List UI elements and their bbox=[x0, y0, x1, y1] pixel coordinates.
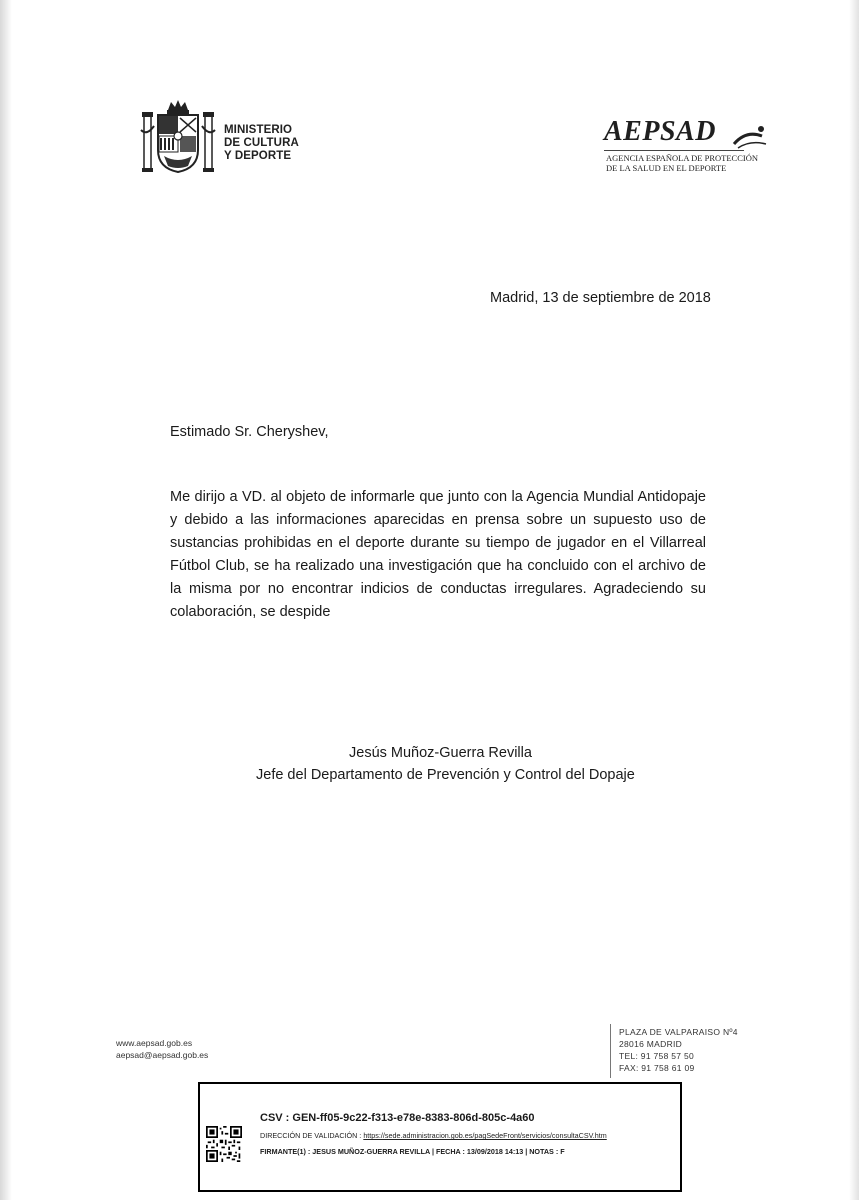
letter-body: Me dirijo a VD. al objeto de informarle que junto con la Agencia Mundial Antidopaje y debido a las informaciones aparecidas en prensa sobre un supuesto uso de sustancias prohibidas en el deporte durante su tiempo de jugador en el Villarreal Fútbol Club, se ha realizado una investigación que ha concluido con el archivo de la misma por no encontrar indicios de conductas irregulares. Agradeciendo su colaboración, se despide bbox=[170, 489, 706, 620]
salutation: Estimado Sr. Cheryshev, bbox=[170, 424, 329, 440]
address-phone: TEL: 91 758 57 50 bbox=[619, 1051, 695, 1061]
address-fax: FAX: 91 758 61 09 bbox=[619, 1063, 695, 1073]
page-edge-shadow-left bbox=[0, 0, 12, 1200]
csv-verification-box bbox=[198, 1082, 682, 1192]
validation-url-link[interactable]: https://sede.administracion.gob.es/pagSedeFront/servicios/consultaCSV.htm bbox=[363, 1131, 607, 1140]
ministry-line-1: MINISTERIO bbox=[224, 124, 293, 136]
address-line-2: 28016 MADRID bbox=[619, 1039, 683, 1049]
letter-date: Madrid, 13 de septiembre de 2018 bbox=[490, 290, 711, 306]
footer-address bbox=[619, 1026, 738, 1074]
ministry-line-3: Y DEPORTE bbox=[224, 150, 292, 162]
validation-address bbox=[260, 1131, 607, 1140]
signer-info: FIRMANTE(1) : JESUS MUÑOZ-GUERRA REVILLA | FECHA : 13/09/2018 14:13 | NOTAS : F bbox=[260, 1147, 565, 1156]
coat-of-arms-icon bbox=[138, 96, 218, 176]
agency-line-2: DE LA SALUD EN EL DEPORTE bbox=[606, 163, 727, 173]
aepsad-divider bbox=[604, 150, 744, 151]
address-line-1: PLAZA DE VALPARAISO Nº4 bbox=[619, 1027, 738, 1037]
ministry-name bbox=[224, 124, 299, 163]
csv-code: CSV : GEN-ff05-9c22-f313-e78e-8383-806d-805c-4a60 bbox=[260, 1112, 535, 1124]
agency-line-1: AGENCIA ESPAÑOLA DE PROTECCIÓN bbox=[606, 153, 758, 163]
signatory-name: Jesús Muñoz-Guerra Revilla bbox=[349, 745, 532, 761]
swimmer-swoosh-icon bbox=[732, 122, 768, 150]
signatory-title: Jefe del Departamento de Prevención y Control del Dopaje bbox=[256, 767, 635, 783]
agency-fullname bbox=[606, 153, 758, 173]
validation-label: DIRECCIÓN DE VALIDACIÓN : bbox=[260, 1131, 364, 1140]
page-edge-shadow-right bbox=[849, 0, 859, 1200]
ministry-line-2: DE CULTURA bbox=[224, 137, 299, 149]
aepsad-logo bbox=[600, 116, 780, 176]
footer-email-link[interactable]: aepsad@aepsad.gob.es bbox=[116, 1050, 209, 1060]
footer-website-link[interactable]: www.aepsad.gob.es bbox=[116, 1038, 193, 1048]
aepsad-acronym: AEPSAD bbox=[604, 116, 716, 147]
footer-divider bbox=[610, 1024, 611, 1078]
footer-contact bbox=[116, 1037, 208, 1061]
qr-code-icon bbox=[206, 1126, 242, 1162]
